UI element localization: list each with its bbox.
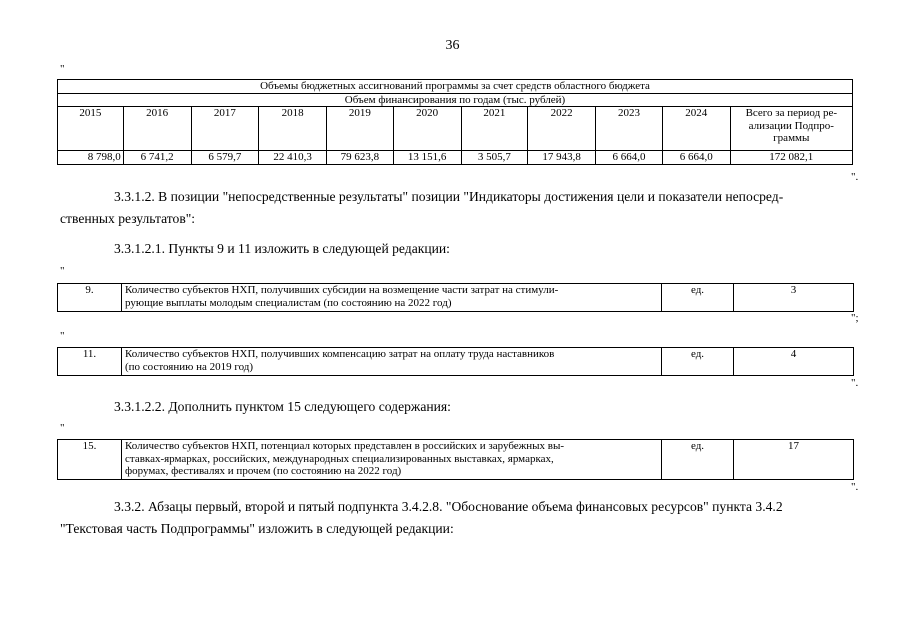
- row-description-line: (по состоянию на 2019 год): [125, 360, 254, 373]
- paragraph-3-3-1-2-1: 3.3.1.2.1. Пункты 9 и 11 изложить в следующей редакции:: [114, 241, 450, 256]
- year-header: 2020: [393, 107, 461, 151]
- closing-quote: ".: [851, 481, 859, 493]
- paragraph-line: "Текстовая часть Подпрограммы" изложить в следующей редакции:: [60, 521, 454, 536]
- total-header-line: Всего за период ре-: [745, 107, 837, 119]
- row-number: 15.: [58, 440, 122, 480]
- indicator-table-row-15: [57, 439, 854, 480]
- row-unit: ед.: [662, 440, 734, 480]
- total-header-line: граммы: [773, 132, 810, 144]
- paragraph-3-3-2: [60, 496, 855, 540]
- row-description-line: ставках-ярмарках, российских, международных специализированных выставках, ярмарках,: [125, 452, 554, 465]
- year-value: 3 505,7: [461, 151, 528, 165]
- closing-quote: ".: [851, 171, 859, 183]
- paragraph-3-3-1-2-2: 3.3.1.2.2. Дополнить пунктом 15 следующего содержания:: [114, 399, 451, 414]
- row-description: [122, 284, 662, 312]
- opening-quote: ": [60, 63, 65, 75]
- row-description-line: Количество субъектов НХП, получивших компенсацию затрат на оплату труда наставников: [125, 348, 555, 360]
- year-header: 2023: [596, 107, 663, 151]
- year-value: 6 664,0: [596, 151, 663, 165]
- year-value: 13 151,6: [393, 151, 461, 165]
- row-value: 4: [734, 348, 854, 376]
- total-header: [730, 107, 852, 151]
- year-value: 22 410,3: [259, 151, 327, 165]
- indicator-table-row-9: [57, 283, 854, 312]
- paragraph-3-3-1-2: [60, 186, 855, 230]
- year-value: 8 798,0: [58, 151, 124, 165]
- row-number: 11.: [58, 348, 122, 376]
- finance-table-title: Объемы бюджетных ассигнований программы за счет средств областного бюджета: [58, 80, 853, 94]
- row-description-line: форумах, фестивалях и прочем (по состоянию на 2022 год): [125, 465, 402, 477]
- closing-quote: ";: [851, 312, 859, 324]
- paragraph-line: 3.3.2. Абзацы первый, второй и пятый подпункта 3.4.2.8. "Обоснование объема финансовых ресурсов" пункта 3.4.2: [114, 499, 783, 514]
- row-value: 17: [734, 440, 854, 480]
- row-value: 3: [734, 284, 854, 312]
- row-description-line: Количество субъектов НХП, получивших субсидии на возмещение части затрат на стимули-: [125, 284, 559, 296]
- indicator-table-row-11: [57, 347, 854, 376]
- year-header: 2024: [662, 107, 730, 151]
- opening-quote: ": [60, 265, 65, 277]
- total-value: 172 082,1: [730, 151, 852, 165]
- year-header: 2015: [58, 107, 124, 151]
- page-number: 36: [445, 38, 460, 53]
- row-unit: ед.: [662, 284, 734, 312]
- year-header: 2019: [327, 107, 394, 151]
- finance-table-subtitle: Объем финансирования по годам (тыс. рублей): [58, 93, 853, 107]
- total-header-line: ализации Подпро-: [748, 119, 834, 132]
- year-value: 6 741,2: [123, 151, 191, 165]
- year-value: 79 623,8: [327, 151, 394, 165]
- finance-table: [57, 79, 853, 165]
- opening-quote: ": [60, 422, 65, 434]
- year-header: 2021: [461, 107, 528, 151]
- row-unit: ед.: [662, 348, 734, 376]
- row-description-line: Количество субъектов НХП, потенциал которых представлен в российских и зарубежных вы-: [125, 440, 565, 452]
- year-value: 17 943,8: [528, 151, 596, 165]
- paragraph-line: 3.3.1.2. В позиции "непосредственные результаты" позиции "Индикаторы достижения цели и показатели непосред-: [114, 189, 784, 204]
- year-header: 2022: [528, 107, 596, 151]
- year-value: 6 579,7: [191, 151, 259, 165]
- row-description-line: рующие выплаты молодым специалистам (по состоянию на 2022 год): [125, 296, 452, 309]
- year-header: 2018: [259, 107, 327, 151]
- row-number: 9.: [58, 284, 122, 312]
- year-header: 2016: [123, 107, 191, 151]
- closing-quote: ".: [851, 377, 859, 389]
- opening-quote: ": [60, 330, 65, 342]
- year-header: 2017: [191, 107, 259, 151]
- row-description: [122, 348, 662, 376]
- paragraph-line: ственных результатов":: [60, 211, 196, 226]
- year-value: 6 664,0: [662, 151, 730, 165]
- row-description: [122, 440, 662, 480]
